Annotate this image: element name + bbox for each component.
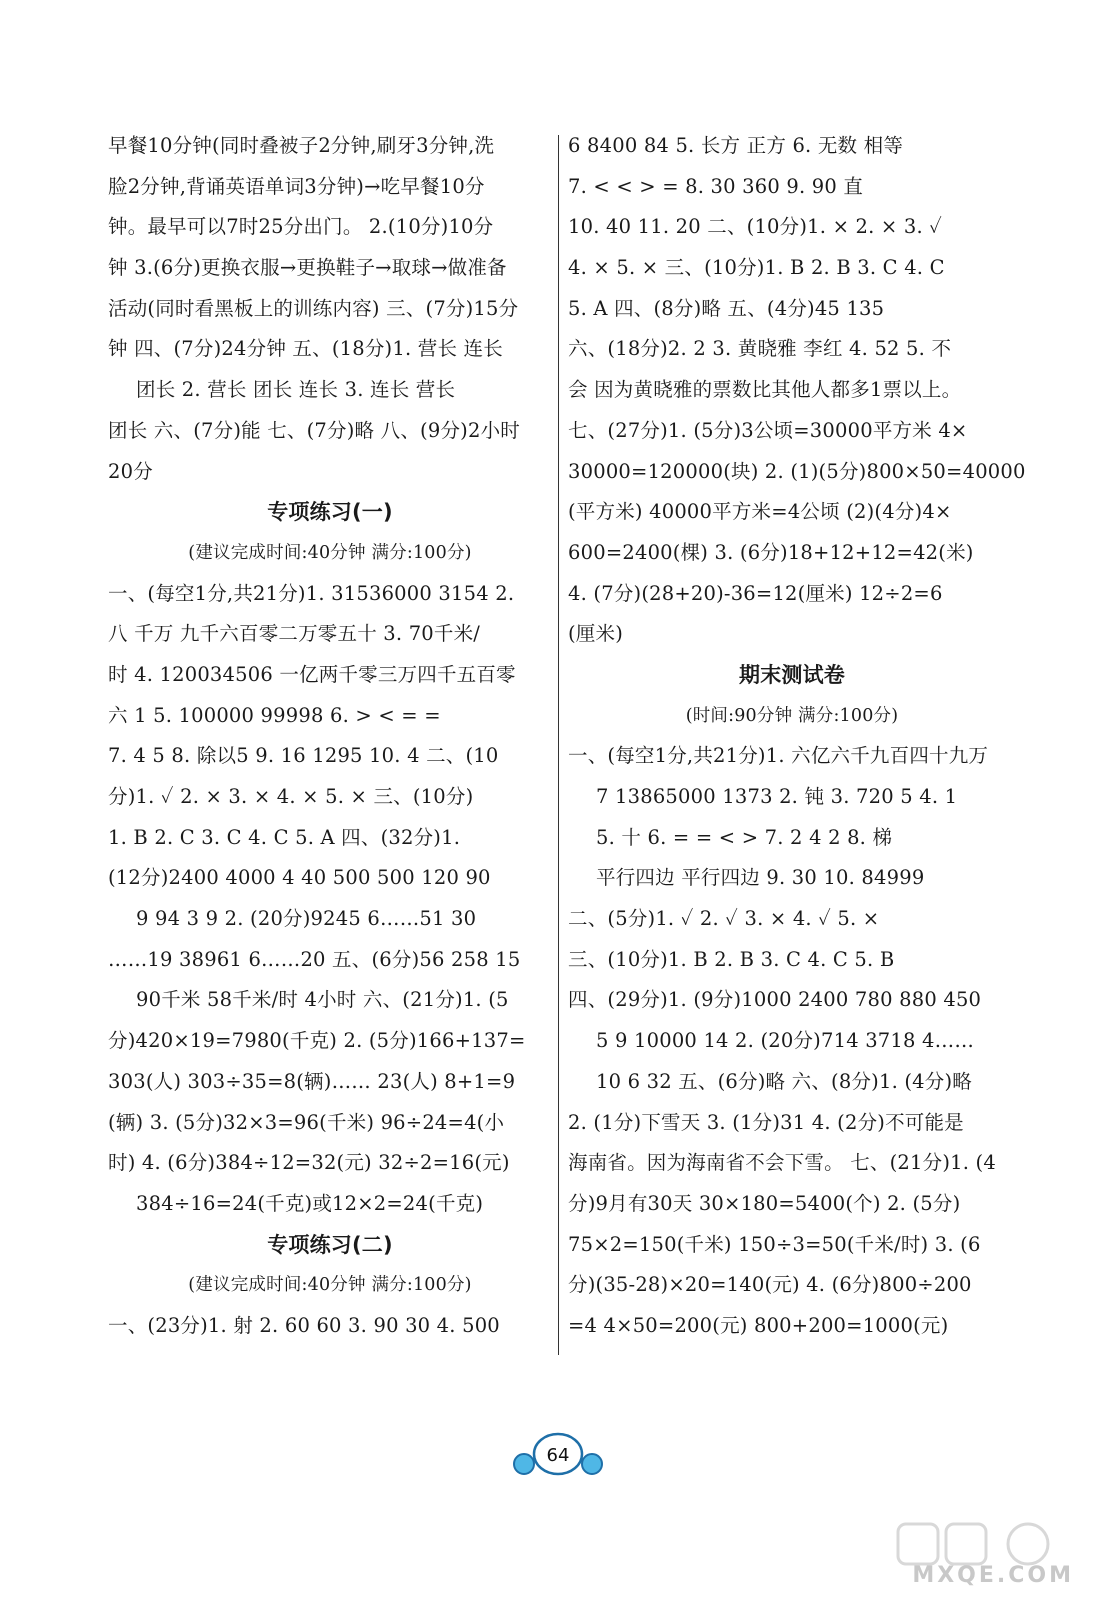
answer-line: 10. 40 11. 20 二、(10分)1. × 2. × 3. ✓ [568, 215, 943, 239]
answer-line: 5. A 四、(8分)略 五、(4分)45 135 [568, 296, 885, 320]
answer-line: ……19 38961 6……20 五、(6分)56 258 15 [108, 947, 521, 971]
answer-line: 八 千万 九千六百零二万零五十 3. 70千米/ [108, 622, 481, 646]
answer-column-left [108, 126, 552, 1347]
answer-line: 四、(29分)1. (9分)1000 2400 780 880 450 [568, 988, 982, 1012]
answer-line: 20分 [108, 459, 153, 483]
answer-line: 会 因为黄晓雅的票数比其他人都多1票以上。 [568, 378, 962, 402]
answer-line: 团长 2. 营长 团长 连长 3. 连长 营长 [136, 378, 456, 402]
page-number-badge [508, 1430, 608, 1478]
answer-line: 6 8400 84 5. 长方 正方 6. 无数 相等 [568, 134, 904, 157]
answer-line: 平行四边 平行四边 9. 30 10. 84999 [596, 866, 925, 890]
answer-line: 5 9 10000 14 2. (20分)714 3718 4…… [596, 1029, 975, 1053]
answer-line: 75×2=150(千米) 150÷3=50(千米/时) 3. (6 [568, 1232, 981, 1256]
section-meta: (建议完成时间:40分钟 满分:100分) [188, 542, 472, 563]
section-heading: 期末测试卷 [739, 662, 845, 687]
answer-line: 脸2分钟,背诵英语单词3分钟)→吃早餐10分 [108, 174, 485, 198]
answer-line: 活动(同时看黑板上的训练内容) 三、(7分)15分 [108, 296, 519, 320]
answer-line: 30000=120000(块) 2. (1)(5分)800×50=40000 [568, 459, 1026, 483]
answer-line: 三、(10分)1. B 2. B 3. C 4. C 5. B [568, 947, 895, 971]
answer-line: 二、(5分)1. ✓ 2. ✓ 3. × 4. ✓ 5. × [568, 907, 880, 931]
answer-line: 钟。最早可以7时25分出门。 2.(10分)10分 [108, 215, 494, 239]
answer-line: (厘米) [568, 622, 624, 646]
answer-line: 团长 六、(7分)能 七、(7分)略 八、(9分)2小时 [108, 418, 520, 442]
answer-line: 早餐10分钟(同时叠被子2分钟,刷牙3分钟,洗 [108, 134, 495, 157]
answer-line: 时 4. 120034506 一亿两千零三万四千五百零 [108, 662, 516, 686]
answer-line: (辆) 3. (5分)32×3=96(千米) 96÷24=4(小 [108, 1110, 505, 1134]
answer-line: 一、(每空1分,共21分)1. 六亿六千九百四十九万 [568, 744, 989, 768]
answer-line: 六、(18分)2. 2 3. 黄晓雅 李红 4. 52 5. 不 [568, 337, 952, 361]
answer-line: 1. B 2. C 3. C 4. C 5. A 四、(32分)1. [108, 825, 461, 849]
answer-line: 分)9月有30天 30×180=5400(个) 2. (5分) [568, 1191, 961, 1215]
answer-line: =4 4×50=200(元) 800+200=1000(元) [568, 1313, 949, 1337]
answer-line: 303(人) 303÷35=8(辆)…… 23(人) 8+1=9 [108, 1069, 516, 1093]
answer-line: 600=2400(棵) 3. (6分)18+12+12=42(米) [568, 540, 974, 564]
answer-line: 六 1 5. 100000 99998 6. > < = = [108, 703, 441, 727]
answer-column-right [568, 126, 1026, 1347]
answer-line: 一、(每空1分,共21分)1. 31536000 3154 2. [108, 581, 515, 605]
answer-line: (12分)2400 4000 4 40 500 500 120 90 [108, 866, 491, 890]
answer-line: 7. < < > = 8. 30 360 9. 90 直 [568, 174, 864, 198]
answer-line: 9 94 3 9 2. (20分)9245 6……51 30 [136, 907, 477, 931]
answer-line: 7. 4 5 8. 除以5 9. 16 1295 10. 4 二、(10 [108, 744, 499, 768]
page-number: 64 [546, 1445, 570, 1466]
answer-line: 10 6 32 五、(6分)略 六、(8分)1. (4分)略 [596, 1069, 972, 1093]
answer-line: (平方米) 40000平方米=4公顷 (2)(4分)4× [568, 500, 952, 524]
answer-line: 分)420×19=7980(千克) 2. (5分)166+137= [108, 1029, 526, 1053]
answer-line: 钟 3.(6分)更换衣服→更换鞋子→取球→做准备 [108, 256, 507, 280]
answer-line: 钟 四、(7分)24分钟 五、(18分)1. 营长 连长 [108, 337, 503, 361]
answer-line: 海南省。因为海南省不会下雪。 七、(21分)1. (4 [568, 1151, 996, 1175]
section-heading: 专项练习(一) [267, 500, 393, 525]
answer-line: 4. (7分)(28+20)-36=12(厘米) 12÷2=6 [568, 581, 943, 605]
section-meta: (建议完成时间:40分钟 满分:100分) [188, 1275, 472, 1296]
answer-line: 一、(23分)1. 射 2. 60 60 3. 90 30 4. 500 [108, 1313, 500, 1337]
answer-line: 5. 十 6. = = < > 7. 2 4 2 8. 梯 [596, 825, 893, 849]
answer-line: 2. (1分)下雪天 3. (1分)31 4. (2分)不可能是 [568, 1110, 964, 1134]
column-divider [558, 135, 559, 1355]
answer-line: 4. × 5. × 三、(10分)1. B 2. B 3. C 4. C [568, 256, 945, 280]
section-heading: 专项练习(二) [267, 1232, 393, 1257]
answer-line: 90千米 58千米/时 4小时 六、(21分)1. (5 [136, 988, 509, 1012]
answer-line: 七、(27分)1. (5分)3公顷=30000平方米 4× [568, 418, 968, 442]
answer-line: 7 13865000 1373 2. 钝 3. 720 5 4. 1 [596, 785, 958, 808]
watermark-text: MXQE.COM [912, 1563, 1074, 1588]
answer-line: 分)1. ✓ 2. × 3. × 4. × 5. × 三、(10分) [108, 785, 474, 808]
answer-line: 时) 4. (6分)384÷12=32(元) 32÷2=16(元) [108, 1151, 510, 1175]
answer-line: 分)(35-28)×20=140(元) 4. (6分)800÷200 [568, 1273, 972, 1297]
section-meta: (时间:90分钟 满分:100分) [685, 705, 899, 726]
answer-line: 384÷16=24(千克)或12×2=24(千克) [136, 1191, 484, 1215]
